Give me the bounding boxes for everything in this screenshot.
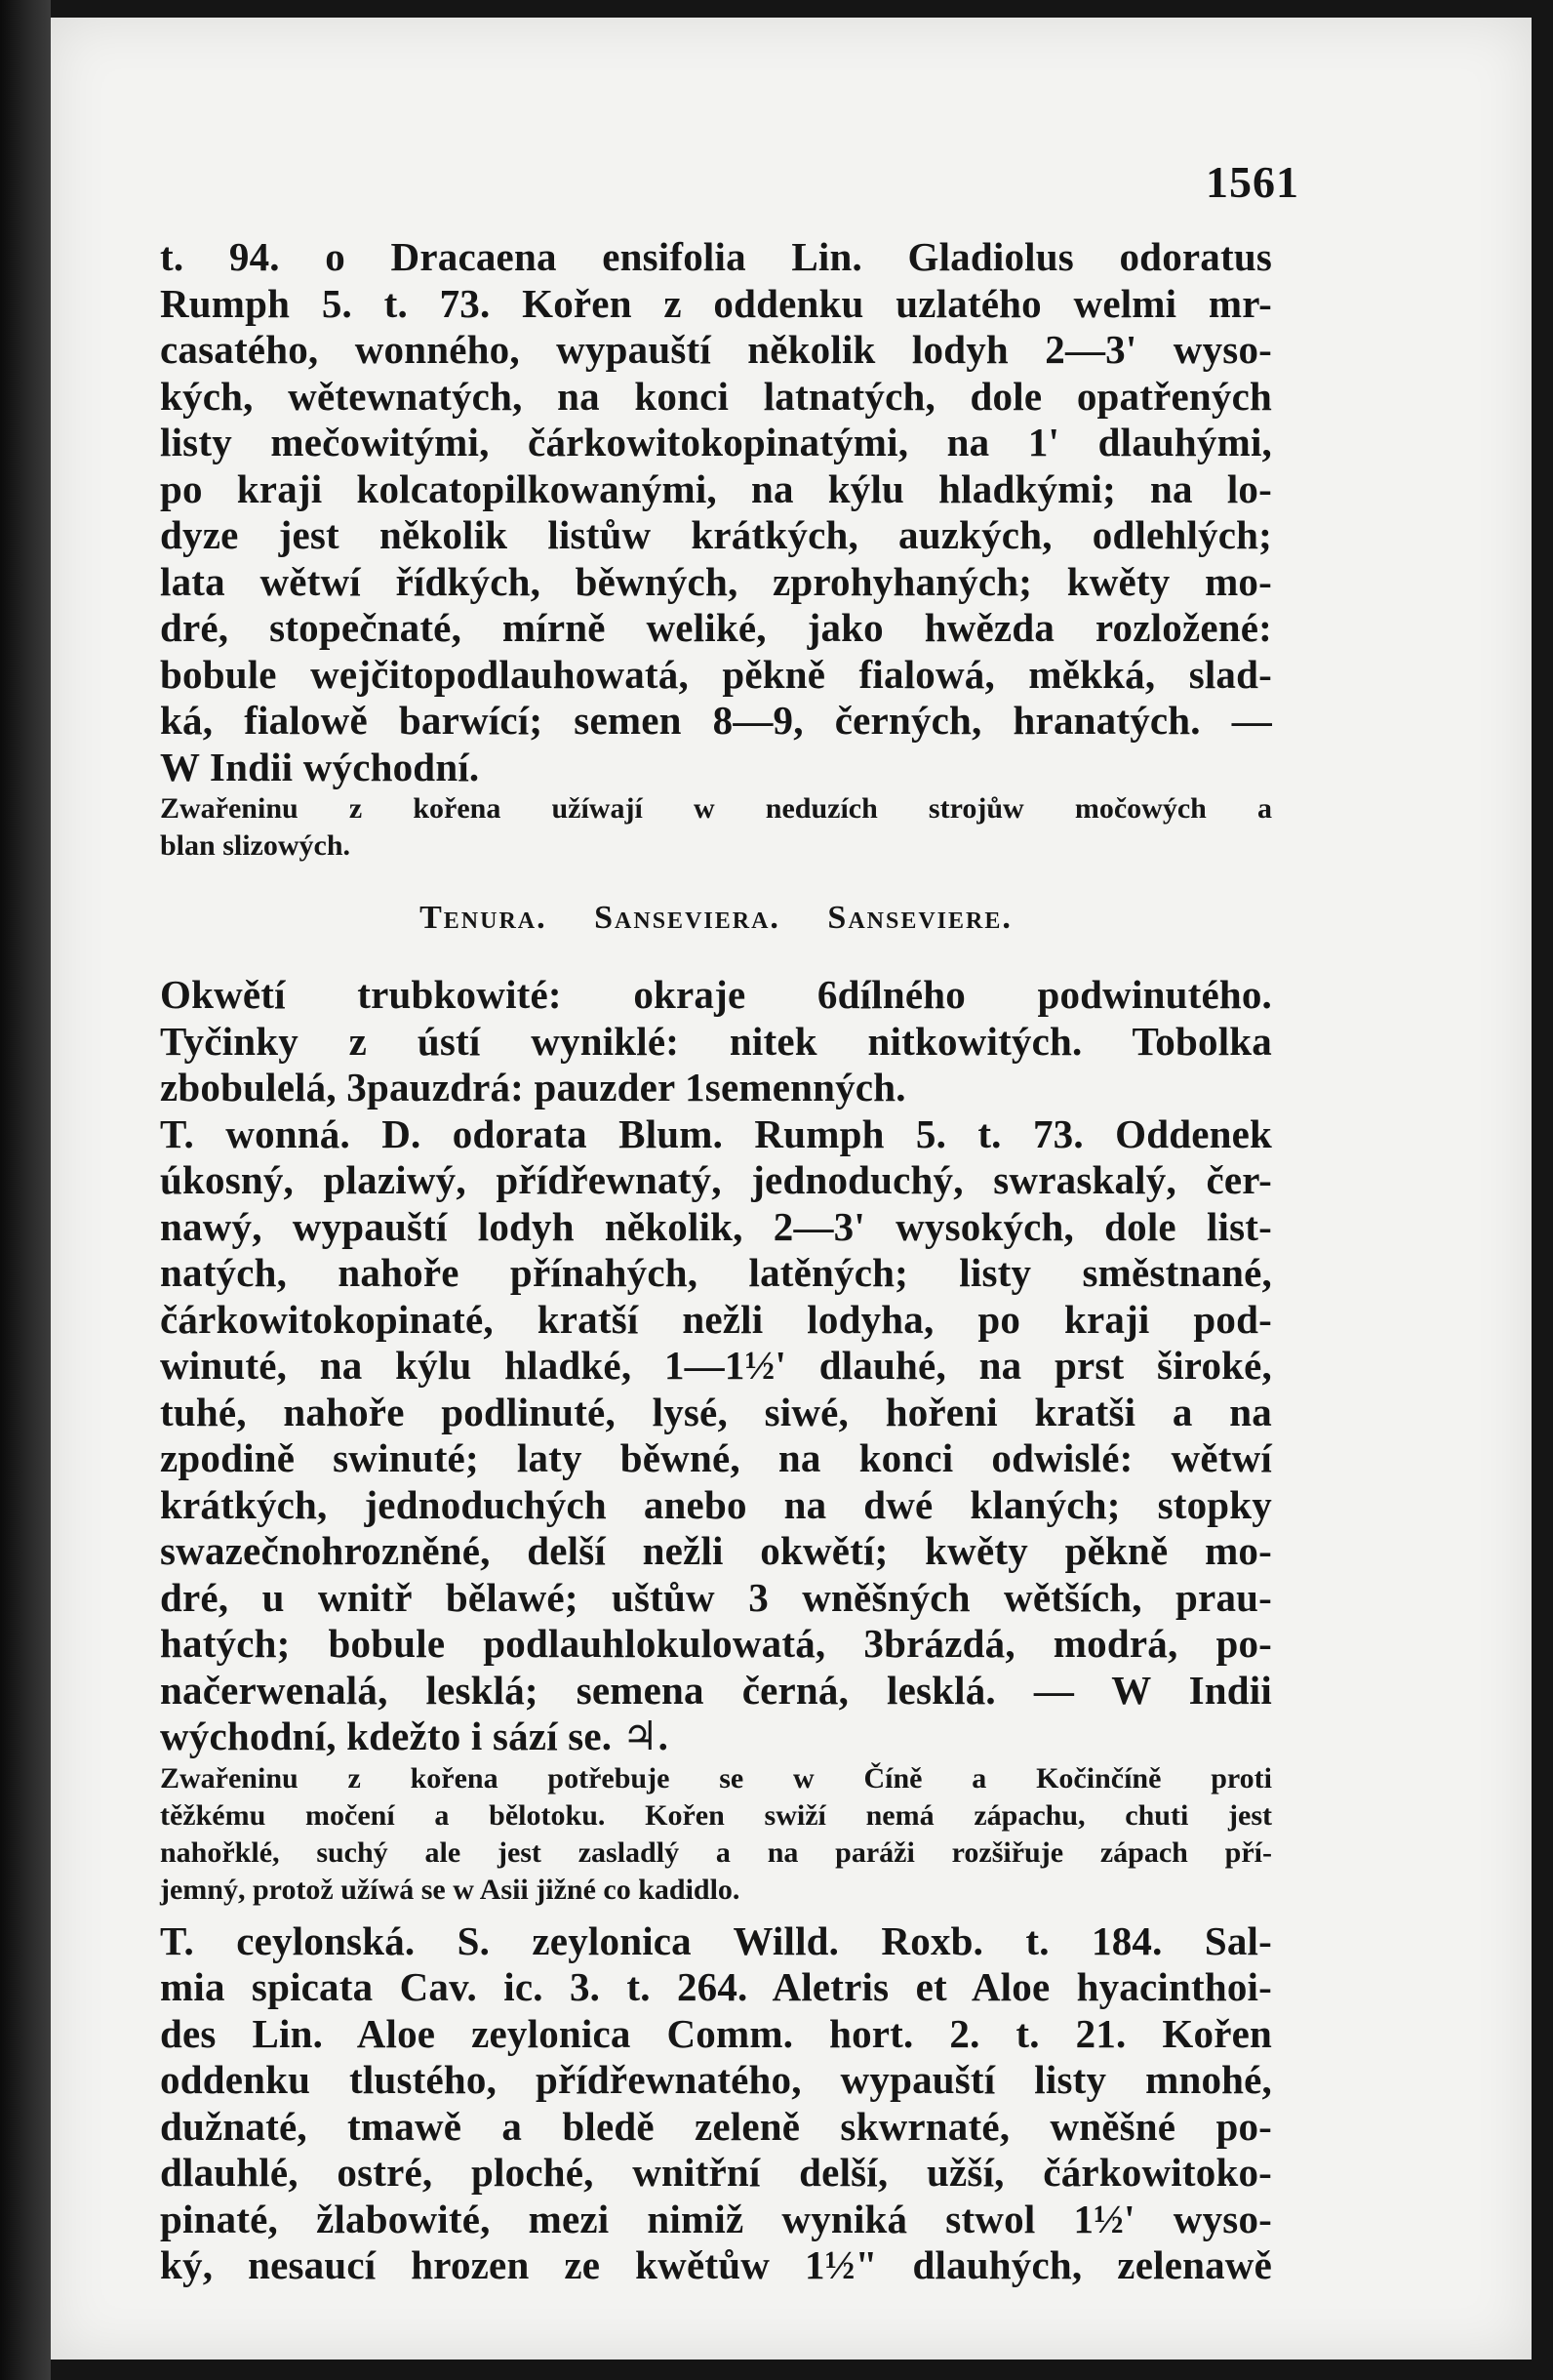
note-line: Zwařeninu z kořena užíwají w neduzích strojůw močowých a — [160, 792, 1272, 825]
text-line: nawý, wypauští lodyh několik, 2—3' wysokých, dole list- — [160, 1203, 1272, 1249]
text-block — [160, 234, 1272, 2289]
text-line: dlauhlé, ostré, ploché, wnitřní delší, užší, čárkowitoko- — [160, 2150, 1272, 2195]
text-line: listy mečowitými, čárkowitokopinatými, na 1' dlauhými, — [160, 420, 1272, 464]
text-line: casatého, wonného, wypauští několik lodyh 2—3' wyso- — [160, 327, 1272, 372]
text-line: úkosný, plaziwý, přídřewnatý, jednoduchý, swraskalý, čer- — [160, 1157, 1272, 1202]
text-line: dužnaté, tmawě a bledě zeleně skwrnaté, wněšné po- — [160, 2103, 1272, 2149]
genus-description — [160, 972, 1272, 1111]
text-line: mia spicata Cav. ic. 3. t. 264. Aletris et Aloe hyacinthoi- — [160, 1964, 1272, 2009]
text-line: swazečnohrozněné, delší nežli okwětí; kwěty pěkně mo- — [160, 1528, 1272, 1573]
note-dracaena — [160, 790, 1272, 865]
text-line: zbobulelá, 3pauzdrá: pauzder 1semenných. — [160, 1065, 906, 1109]
text-line: dyze jest několik listůw krátkých, auzkých, odlehlých; — [160, 512, 1272, 557]
note-line: jemný, protož užíwá se w Asii jižné co kadidlo. — [160, 1873, 740, 1906]
text-line: čárkowitokopinaté, kratší nežli lodyha, po kraji pod- — [160, 1296, 1272, 1342]
text-line: Tyčinky z ústí wyniklé: nitek nitkowitých. Tobolka — [160, 1018, 1272, 1064]
paragraph-dracaena — [160, 234, 1272, 790]
text-line: tuhé, nahoře podlinuté, lysé, siwé, hořeni kratši a na — [160, 1389, 1272, 1434]
text-line: pinaté, žlabowité, mezi nimiž wyniká stwol 1½' wyso- — [160, 2196, 1272, 2241]
page-number: 1561 — [1206, 157, 1299, 207]
text-line: zpodině swinuté; laty běwné, na konci odwislé: wětwí — [160, 1435, 1272, 1480]
note-line: Zwařeninu z kořena potřebuje se w Číně a Kočinčíně proti — [160, 1761, 1272, 1795]
text-line: dré, stopečnaté, mírně weliké, jako hwězda rozložené: — [160, 605, 1272, 650]
genus-name-german: Sansevierе. — [827, 900, 1013, 936]
scan-edge — [0, 0, 51, 2380]
text-line: T. wonná. D. odorata Blum. Rumph 5. t. 73. Oddenek — [160, 1110, 1272, 1156]
text-line: T. ceylonská. S. zeylonica Willd. Roxb. t. 184. Sal- — [160, 1917, 1272, 1963]
note-line: těžkému močení a bělotoku. Kořen swiží nemá zápachu, chuti jest — [160, 1798, 1272, 1832]
book-page — [51, 18, 1532, 2360]
text-line: Rumph 5. t. 73. Kořen z oddenku uzlatého welmi mr- — [160, 280, 1272, 326]
text-line: dré, u wnitř bělawé; uštůw 3 wněšných wětších, prau- — [160, 1574, 1272, 1620]
text-line: hatých; bobule podlauhlokulowatá, 3brázdá, modrá, po- — [160, 1621, 1272, 1666]
species-zeylonica — [160, 1918, 1272, 2289]
text-line: winuté, na kýlu hladké, 1—1½' dlauhé, na prst široké, — [160, 1343, 1272, 1388]
genus-heading — [160, 865, 1272, 972]
text-line: lata wětwí řídkých, běwných, zprohyhaných; kwěty mo- — [160, 558, 1272, 604]
text-line: po kraji kolcatopilkowanými, na kýlu hladkými; na lo- — [160, 465, 1272, 511]
text-line: W Indii wýchodní. — [160, 744, 480, 789]
text-line: ká, fialowě barwící; semen 8—9, černých, hranatých. — — [160, 698, 1272, 743]
text-line: oddenku tlustého, přídřewnatého, wypauští listy mnohé, — [160, 2057, 1272, 2102]
text-line: bobule wejčitopodlauhowatá, pěkně fialowá, měkká, slad- — [160, 651, 1272, 697]
spacer — [160, 1909, 1272, 1918]
species-odorata — [160, 1111, 1272, 1760]
note-line: nahořklé, suchý ale jest zasladlý a na paráži rozšiřuje zápach pří- — [160, 1835, 1272, 1869]
genus-name-czech: Tenura. — [419, 900, 547, 936]
text-line: načerwenalá, lesklá; semena černá, lesklá. — W Indii — [160, 1667, 1272, 1713]
text-line: des Lin. Aloe zeylonica Comm. hort. 2. t. 21. Kořen — [160, 2010, 1272, 2056]
text-line: ký, nesaucí hrozen ze kwětůw 1½" dlauhých, zelenawě — [160, 2242, 1272, 2287]
text-line: kých, wětewnatých, na konci latnatých, dole opatřených — [160, 373, 1272, 419]
text-line: Okwětí trubkowité: okraje 6dílného podwinutého. — [160, 972, 1272, 1017]
note-line: blan slizowých. — [160, 829, 351, 862]
genus-name-latin: Sanseviera. — [594, 900, 780, 936]
text-line: wýchodní, kdežto i sází se. ♃. — [160, 1714, 669, 1758]
text-line: natých, nahoře přínahých, latěných; listy směstnané, — [160, 1250, 1272, 1295]
text-line: t. 94. o Dracaena ensifolia Lin. Gladiolus odoratus — [160, 234, 1272, 279]
note-odorata — [160, 1760, 1272, 1909]
text-line: krátkých, jednoduchých anebo na dwé klaných; stopky — [160, 1481, 1272, 1527]
